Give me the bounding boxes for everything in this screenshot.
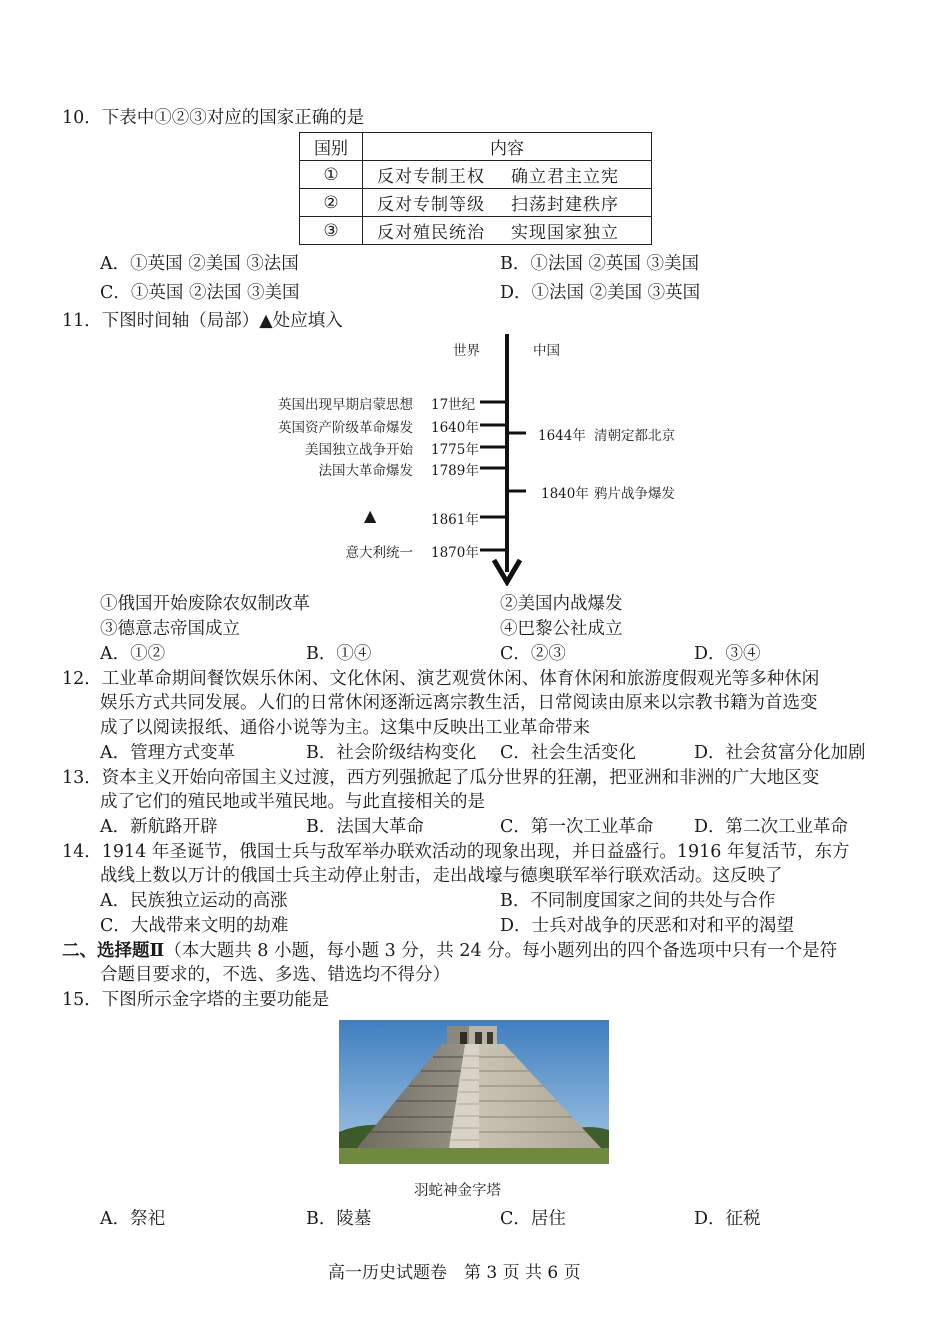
q14-option-b[interactable]: B．不同制度国家之间的共处与合作	[500, 891, 776, 911]
timeline-event: 法国大革命爆发	[318, 463, 413, 479]
q13-stem-line: 13．资本主义开始向帝国主义过渡，西方列强掀起了瓜分世界的狂潮，把亚洲和非洲的广大地区变	[62, 768, 820, 788]
q14-stem-line: 14．1914 年圣诞节，俄国士兵与敌军举办联欢活动的现象出现，并日益盛行。1916 年复活节，东方	[62, 842, 850, 862]
q12-option-d[interactable]: D．社会贫富分化加剧	[694, 743, 866, 763]
q11-option-b[interactable]: B．①④	[306, 644, 372, 664]
content-left: 反对专制等级	[377, 195, 485, 215]
table-header-country: 国别	[300, 133, 363, 161]
pyramid-photo	[339, 1020, 609, 1164]
table-cell-content	[363, 217, 652, 245]
q14-option-a[interactable]: A．民族独立运动的高涨	[100, 891, 288, 911]
timeline-event: 英国资产阶级革命爆发	[278, 420, 413, 436]
table-row	[300, 217, 652, 245]
pyramid-illustration	[339, 1020, 609, 1164]
pyramid-caption: 羽蛇神金字塔	[414, 1183, 501, 1199]
content-right: 确立君主立宪	[511, 167, 619, 187]
q15-option-c[interactable]: C．居住	[500, 1209, 566, 1229]
table-row	[300, 161, 652, 189]
timeline-event: 鸦片战争爆发	[594, 486, 675, 502]
section2-heading-line	[62, 939, 837, 963]
timeline-axis-arrow	[478, 334, 526, 586]
q15-option-a[interactable]: A．祭祀	[100, 1209, 166, 1229]
q13-option-a[interactable]: A．新航路开辟	[100, 817, 218, 837]
timeline-event: 英国出现早期启蒙思想	[278, 397, 413, 413]
q10-table	[299, 132, 652, 245]
section2-heading: 二、选择题Ⅱ	[62, 941, 165, 961]
q10-option-c[interactable]: C．①英国 ②法国 ③美国	[100, 283, 300, 303]
section2-instructions: （本大题共 8 小题，每小题 3 分，共 24 分。每小题列出的四个备选项中只有一个是符	[164, 941, 838, 961]
timeline-event: 清朝定都北京	[594, 428, 675, 444]
timeline-event: 意大利统一	[345, 545, 413, 561]
q13-option-c[interactable]: C．第一次工业革命	[500, 817, 654, 837]
q12-stem-line: 娱乐方式共同发展。人们的日常休闲逐渐远离宗教生活，日常阅读由原来以宗教书籍为首选变	[100, 693, 818, 713]
table-row	[300, 189, 652, 217]
timeline-china-label: 中国	[533, 343, 560, 359]
timeline-triangle-blank: ▲	[364, 506, 377, 525]
q11-option-a[interactable]: A．①②	[100, 644, 166, 664]
timeline-date: 17世纪	[431, 397, 476, 413]
q11-item: ②美国内战爆发	[500, 594, 623, 614]
q10-option-a[interactable]: A．①英国 ②美国 ③法国	[100, 254, 299, 274]
q15-option-b[interactable]: B．陵墓	[306, 1209, 372, 1229]
content-right: 扫荡封建秩序	[511, 195, 619, 215]
section2-instructions-cont: 合题目要求的，不选、多选、错选均不得分）	[100, 965, 450, 985]
q14-option-c[interactable]: C．大战带来文明的劫难	[100, 916, 289, 936]
q12-stem-line: 成了以阅读报纸、通俗小说等为主。这集中反映出工业革命带来	[100, 718, 590, 738]
q11-stem: 11．下图时间轴（局部）▲处应填入	[62, 311, 343, 331]
q11-option-c[interactable]: C．②③	[500, 644, 566, 664]
timeline-world-label: 世界	[453, 343, 480, 359]
timeline-event: 美国独立战争开始	[305, 442, 413, 458]
q12-stem-line: 12．工业革命期间餐饮娱乐休闲、文化休闲、演艺观赏休闲、体育休闲和旅游度假观光等多种休闲	[62, 669, 820, 689]
q11-item: ④巴黎公社成立	[500, 619, 623, 639]
timeline-date: 1775年	[431, 442, 479, 458]
content-right: 实现国家独立	[511, 223, 619, 243]
timeline-date: 1789年	[431, 463, 479, 479]
q13-stem-line: 成了它们的殖民地或半殖民地。与此直接相关的是	[100, 792, 485, 812]
table-cell-id: ②	[300, 189, 363, 217]
q13-option-d[interactable]: D．第二次工业革命	[694, 817, 849, 837]
q13-option-b[interactable]: B．法国大革命	[306, 817, 424, 837]
table-cell-content	[363, 189, 652, 217]
q15-option-d[interactable]: D．征税	[694, 1209, 761, 1229]
q10-option-b[interactable]: B．①法国 ②英国 ③美国	[500, 254, 699, 274]
q12-option-b[interactable]: B．社会阶级结构变化	[306, 743, 477, 763]
q11-item: ③德意志帝国成立	[100, 619, 240, 639]
q14-stem-line: 战线上数以万计的俄国士兵主动停止射击，走出战壕与德奥联军举行联欢活动。这反映了	[100, 866, 783, 886]
q10-stem: 10．下表中①②③对应的国家正确的是	[62, 108, 365, 128]
q11-item: ①俄国开始废除农奴制改革	[100, 594, 310, 614]
table-cell-id: ①	[300, 161, 363, 189]
q10-option-d[interactable]: D．①法国 ②美国 ③英国	[500, 283, 701, 303]
page-footer: 高一历史试题卷 第 3 页 共 6 页	[328, 1263, 581, 1283]
table-cell-content	[363, 161, 652, 189]
content-left: 反对专制王权	[377, 167, 485, 187]
table-cell-id: ③	[300, 217, 363, 245]
q15-stem: 15．下图所示金字塔的主要功能是	[62, 990, 330, 1010]
table-header-row	[300, 133, 652, 161]
timeline-date: 1840年	[541, 486, 589, 502]
timeline-date: 1644年	[538, 428, 586, 444]
q14-option-d[interactable]: D．士兵对战争的厌恶和对和平的渴望	[500, 916, 795, 936]
timeline-date: 1870年	[431, 545, 479, 561]
q11-option-d[interactable]: D．③④	[694, 644, 761, 664]
table-header-content: 内容	[363, 133, 652, 161]
q12-option-c[interactable]: C．社会生活变化	[500, 743, 636, 763]
timeline-date: 1861年	[431, 512, 479, 528]
q12-option-a[interactable]: A．管理方式变革	[100, 743, 236, 763]
timeline-date: 1640年	[431, 420, 479, 436]
content-left: 反对殖民统治	[377, 223, 485, 243]
